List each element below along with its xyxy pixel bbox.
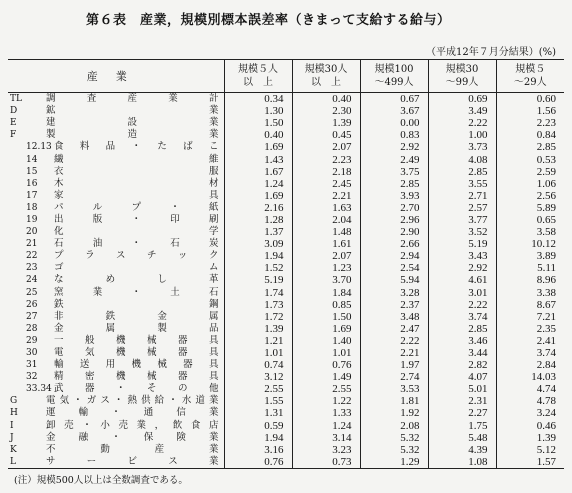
value-cell: 2.85 [428, 166, 496, 178]
value-cell: 0.76 [292, 359, 360, 371]
header-col-3: 規模100 ～499人 [360, 60, 428, 93]
value-cell: 8.96 [496, 274, 564, 286]
industry-code: 24 [26, 275, 38, 286]
industry-cell [8, 178, 224, 190]
value-cell: 2.07 [292, 250, 360, 262]
industry-cell [8, 202, 224, 214]
value-cell: 2.57 [428, 202, 496, 214]
value-cell: 1.24 [292, 420, 360, 432]
industry-cell [8, 311, 224, 323]
value-cell: 0.65 [496, 214, 564, 226]
table-row [8, 117, 564, 129]
industry-code: 18 [26, 202, 38, 213]
value-cell: 1.67 [224, 166, 292, 178]
value-cell: 1.92 [360, 407, 428, 419]
industry-name: サービス業 [46, 455, 220, 467]
header-col-1: 規模５人 以 上 [224, 60, 292, 93]
value-cell: 2.94 [360, 250, 428, 262]
table-row [8, 250, 564, 262]
value-cell: 1.63 [292, 202, 360, 214]
industry-code: TL [10, 94, 22, 105]
value-cell: 3.24 [496, 407, 564, 419]
value-cell: 2.22 [428, 299, 496, 311]
value-cell: 1.69 [224, 190, 292, 202]
table-row [8, 444, 564, 456]
industry-name: 出版・印刷 [54, 213, 220, 225]
table-row [8, 166, 564, 178]
value-cell: 1.39 [292, 117, 360, 129]
value-cell: 1.43 [224, 153, 292, 165]
value-cell: 1.73 [224, 299, 292, 311]
value-cell: 5.32 [360, 432, 428, 444]
value-cell: 14.03 [496, 371, 564, 383]
industry-cell [8, 456, 224, 469]
industry-cell [8, 250, 224, 262]
value-cell: 8.67 [496, 299, 564, 311]
table-row [8, 190, 564, 202]
value-cell: 2.27 [428, 407, 496, 419]
value-cell: 1.50 [292, 311, 360, 323]
industry-code: 26 [26, 299, 38, 310]
value-cell: 1.52 [224, 262, 292, 274]
industry-code: 31 [26, 360, 38, 371]
value-cell: 3.52 [428, 226, 496, 238]
industry-code: H [10, 408, 18, 419]
table-row [8, 383, 564, 395]
industry-cell [8, 371, 224, 383]
value-cell: 3.53 [360, 383, 428, 395]
industry-cell [8, 335, 224, 347]
table-row [8, 214, 564, 226]
table-row [8, 178, 564, 190]
value-cell: 1.01 [224, 347, 292, 359]
industry-cell [8, 214, 224, 226]
header-col-5: 規模５ ～29人 [496, 60, 564, 93]
table-row [8, 420, 564, 432]
value-cell: 0.00 [360, 117, 428, 129]
value-cell: 2.21 [292, 190, 360, 202]
value-cell: 2.82 [428, 359, 496, 371]
industry-name: 鉱業 [46, 105, 220, 117]
industry-name: 石油・石炭 [54, 238, 220, 250]
value-cell: 2.47 [360, 323, 428, 335]
header-industry: 産業 [8, 60, 224, 93]
value-cell: 2.08 [360, 420, 428, 432]
industry-code: I [10, 420, 14, 431]
value-cell: 1.31 [224, 407, 292, 419]
value-cell: 2.55 [292, 383, 360, 395]
table-row [8, 238, 564, 250]
value-cell: 2.96 [360, 214, 428, 226]
industry-name: 食料品・たばこ [54, 141, 220, 153]
value-cell: 2.35 [496, 323, 564, 335]
industry-cell [8, 238, 224, 250]
value-cell: 3.23 [292, 444, 360, 456]
value-cell: 2.55 [224, 383, 292, 395]
industry-name: 金融・保険業 [46, 431, 220, 443]
value-cell: 1.30 [224, 105, 292, 117]
value-cell: 5.12 [496, 444, 564, 456]
industry-cell [8, 287, 224, 299]
value-cell: 1.56 [496, 105, 564, 117]
value-cell: 3.43 [428, 250, 496, 262]
value-cell: 2.66 [360, 238, 428, 250]
value-cell: 2.56 [496, 190, 564, 202]
value-cell: 0.73 [292, 456, 360, 469]
industry-cell [8, 299, 224, 311]
value-cell: 5.32 [360, 444, 428, 456]
value-cell: 3.38 [496, 287, 564, 299]
industry-cell [8, 105, 224, 117]
table-row [8, 105, 564, 117]
value-cell: 1.49 [292, 371, 360, 383]
value-cell: 2.16 [224, 202, 292, 214]
industry-name: ゴム [54, 262, 220, 274]
industry-name: 鉄鋼 [54, 298, 220, 310]
industry-cell [8, 117, 224, 129]
table-row [8, 93, 564, 106]
value-cell: 0.59 [224, 420, 292, 432]
value-cell: 0.34 [224, 93, 292, 106]
value-cell: 0.69 [428, 93, 496, 106]
value-cell: 1.84 [292, 287, 360, 299]
industry-name: 窯業・土石 [54, 286, 220, 298]
value-cell: 2.31 [428, 395, 496, 407]
industry-cell [8, 432, 224, 444]
value-cell: 1.24 [224, 178, 292, 190]
value-cell: 3.49 [428, 105, 496, 117]
industry-name: 輸送用機械器具 [54, 359, 220, 371]
value-cell: 3.46 [428, 335, 496, 347]
industry-code: 30 [26, 348, 38, 359]
industry-name: 精密機械器具 [54, 371, 220, 383]
value-cell: 2.22 [360, 335, 428, 347]
table-row [8, 262, 564, 274]
table-row [8, 226, 564, 238]
value-cell: 1.21 [224, 335, 292, 347]
footnote: (注）規模500人以上は全数調査である。 [14, 475, 188, 486]
industry-code: L [10, 456, 16, 467]
industry-name: 調査産業計 [46, 93, 220, 105]
value-cell: 3.48 [360, 311, 428, 323]
value-cell: 1.75 [428, 420, 496, 432]
value-cell: 0.40 [292, 93, 360, 106]
value-cell: 1.39 [496, 432, 564, 444]
industry-name: 電気・ガス・熱供給・水道業 [46, 395, 220, 407]
value-cell: 2.92 [428, 262, 496, 274]
value-cell: 2.30 [292, 105, 360, 117]
value-cell: 1.40 [292, 335, 360, 347]
value-cell: 2.85 [360, 178, 428, 190]
industry-cell [8, 190, 224, 202]
table-row [8, 456, 564, 469]
industry-code: 27 [26, 311, 38, 322]
table-row [8, 299, 564, 311]
industry-cell [8, 166, 224, 178]
industry-name: 卸売・小売業，飲食店 [46, 419, 220, 431]
data-table [8, 59, 564, 469]
value-cell: 2.85 [428, 323, 496, 335]
value-cell: 0.74 [224, 359, 292, 371]
value-cell: 2.90 [360, 226, 428, 238]
table-row [8, 141, 564, 153]
value-cell: 4.08 [428, 153, 496, 165]
value-cell: 1.81 [360, 395, 428, 407]
value-cell: 3.74 [496, 347, 564, 359]
value-cell: 2.92 [360, 141, 428, 153]
industry-name: 不動産業 [46, 443, 220, 455]
industry-cell [8, 153, 224, 165]
value-cell: 3.74 [428, 311, 496, 323]
value-cell: 2.54 [360, 262, 428, 274]
value-cell: 2.07 [292, 141, 360, 153]
value-cell: 3.58 [496, 226, 564, 238]
header-col-2: 規模30人 以 上 [292, 60, 360, 93]
industry-name: 武器・その他 [54, 383, 220, 395]
value-cell: 4.74 [496, 383, 564, 395]
industry-cell [8, 93, 224, 106]
industry-cell [8, 407, 224, 419]
value-cell: 4.78 [496, 395, 564, 407]
value-cell: 2.85 [496, 141, 564, 153]
value-cell: 3.75 [360, 166, 428, 178]
value-cell: 2.04 [292, 214, 360, 226]
value-cell: 3.93 [360, 190, 428, 202]
industry-code: 14 [26, 154, 38, 165]
header-col-4: 規模30 ～99人 [428, 60, 496, 93]
value-cell: 1.00 [428, 129, 496, 141]
value-cell: 2.22 [428, 117, 496, 129]
industry-name: プラスチック [54, 250, 220, 262]
value-cell: 1.06 [496, 178, 564, 190]
value-cell: 2.37 [360, 299, 428, 311]
table-row [8, 335, 564, 347]
value-cell: 1.94 [224, 250, 292, 262]
value-cell: 1.29 [360, 456, 428, 469]
industry-cell [8, 323, 224, 335]
industry-code: D [10, 106, 18, 117]
value-cell: 4.07 [428, 371, 496, 383]
industry-code: K [10, 444, 17, 455]
industry-code: 22 [26, 251, 38, 262]
table-row [8, 323, 564, 335]
table-row [8, 274, 564, 286]
industry-code: 20 [26, 227, 38, 238]
value-cell: 3.12 [224, 371, 292, 383]
industry-cell [8, 359, 224, 371]
value-cell: 0.84 [496, 129, 564, 141]
value-cell: 1.23 [292, 262, 360, 274]
value-cell: 7.21 [496, 311, 564, 323]
table-row [8, 347, 564, 359]
industry-code: 33.34 [26, 384, 52, 395]
value-cell: 1.50 [224, 117, 292, 129]
table-row [8, 371, 564, 383]
value-cell: 10.12 [496, 238, 564, 250]
industry-name: 木材 [54, 177, 220, 189]
value-cell: 1.33 [292, 407, 360, 419]
value-cell: 0.76 [224, 456, 292, 469]
table-row [8, 202, 564, 214]
value-cell: 3.09 [224, 238, 292, 250]
value-cell: 1.48 [292, 226, 360, 238]
value-cell: 4.61 [428, 274, 496, 286]
value-cell: 1.55 [224, 395, 292, 407]
value-cell: 3.14 [292, 432, 360, 444]
value-cell: 1.28 [224, 214, 292, 226]
table-row [8, 432, 564, 444]
industry-name: 製造業 [46, 129, 220, 141]
industry-name: なめし革 [54, 274, 220, 286]
value-cell: 0.60 [496, 93, 564, 106]
industry-name: 金属製品 [54, 322, 220, 334]
industry-cell [8, 383, 224, 395]
value-cell: 1.69 [292, 323, 360, 335]
value-cell: 4.39 [428, 444, 496, 456]
value-cell: 1.08 [428, 456, 496, 469]
industry-code: 25 [26, 287, 38, 298]
value-cell: 2.74 [360, 371, 428, 383]
table-row [8, 359, 564, 371]
industry-cell [8, 395, 224, 407]
value-cell: 1.94 [224, 432, 292, 444]
industry-code: 23 [26, 263, 38, 274]
value-cell: 5.89 [496, 202, 564, 214]
value-cell: 2.49 [360, 153, 428, 165]
value-cell: 3.55 [428, 178, 496, 190]
value-cell: 1.72 [224, 311, 292, 323]
value-cell: 2.18 [292, 166, 360, 178]
industry-name: 電気機械器具 [54, 347, 220, 359]
value-cell: 1.69 [224, 141, 292, 153]
industry-code: E [10, 118, 17, 129]
value-cell: 1.01 [292, 347, 360, 359]
table-caption: （平成12年７月分結果）(%) [425, 47, 556, 58]
industry-name: 家具 [54, 189, 220, 201]
value-cell: 2.23 [292, 153, 360, 165]
value-cell: 3.73 [428, 141, 496, 153]
industry-cell [8, 262, 224, 274]
industry-cell [8, 141, 224, 153]
value-cell: 1.22 [292, 395, 360, 407]
value-cell: 3.67 [360, 105, 428, 117]
value-cell: 5.11 [496, 262, 564, 274]
industry-cell [8, 226, 224, 238]
industry-code: G [10, 396, 18, 407]
value-cell: 2.59 [496, 166, 564, 178]
industry-cell [8, 274, 224, 286]
value-cell: 0.40 [224, 129, 292, 141]
industry-code: 21 [26, 239, 38, 250]
value-cell: 0.45 [292, 129, 360, 141]
industry-name: 繊維 [54, 153, 220, 165]
industry-code: 16 [26, 178, 38, 189]
industry-code: 28 [26, 323, 38, 334]
industry-code: 12.13 [26, 142, 52, 153]
industry-code: J [10, 432, 14, 443]
table-row [8, 129, 564, 141]
industry-name: 建設業 [46, 117, 220, 129]
table-row [8, 311, 564, 323]
value-cell: 0.85 [292, 299, 360, 311]
value-cell: 3.44 [428, 347, 496, 359]
value-cell: 1.37 [224, 226, 292, 238]
value-cell: 0.53 [496, 153, 564, 165]
value-cell: 2.21 [360, 347, 428, 359]
value-cell: 2.45 [292, 178, 360, 190]
industry-code: 29 [26, 335, 38, 346]
table-row [8, 407, 564, 419]
table-row [8, 287, 564, 299]
industry-name: パルプ・紙 [54, 201, 220, 213]
table-row [8, 153, 564, 165]
value-cell: 2.23 [496, 117, 564, 129]
value-cell: 2.70 [360, 202, 428, 214]
value-cell: 0.83 [360, 129, 428, 141]
value-cell: 3.01 [428, 287, 496, 299]
value-cell: 1.57 [496, 456, 564, 469]
industry-name: 非鉄金属 [54, 310, 220, 322]
industry-code: 32 [26, 372, 38, 383]
industry-code: F [10, 130, 17, 141]
table-title: 第６表 産業，規模別標本誤差率（きまって支給する給与） [86, 13, 451, 28]
value-cell: 2.84 [496, 359, 564, 371]
industry-cell [8, 347, 224, 359]
value-cell: 5.19 [428, 238, 496, 250]
industry-cell [8, 129, 224, 141]
value-cell: 3.89 [496, 250, 564, 262]
value-cell: 5.19 [224, 274, 292, 286]
industry-name: 一般機械器具 [54, 334, 220, 346]
value-cell: 3.16 [224, 444, 292, 456]
industry-code: 15 [26, 166, 38, 177]
value-cell: 1.39 [224, 323, 292, 335]
value-cell: 1.97 [360, 359, 428, 371]
industry-name: 衣服 [54, 165, 220, 177]
industry-cell [8, 420, 224, 432]
industry-cell [8, 444, 224, 456]
header-row [8, 60, 564, 93]
industry-code: 19 [26, 214, 38, 225]
value-cell: 2.41 [496, 335, 564, 347]
value-cell: 5.48 [428, 432, 496, 444]
industry-name: 化学 [54, 226, 220, 238]
value-cell: 0.46 [496, 420, 564, 432]
industry-name: 運輸・通信業 [46, 407, 220, 419]
value-cell: 5.01 [428, 383, 496, 395]
value-cell: 1.61 [292, 238, 360, 250]
value-cell: 3.77 [428, 214, 496, 226]
value-cell: 3.28 [360, 287, 428, 299]
value-cell: 5.94 [360, 274, 428, 286]
value-cell: 0.67 [360, 93, 428, 106]
industry-code: 17 [26, 190, 38, 201]
value-cell: 2.71 [428, 190, 496, 202]
table-row [8, 395, 564, 407]
value-cell: 1.74 [224, 287, 292, 299]
value-cell: 3.70 [292, 274, 360, 286]
